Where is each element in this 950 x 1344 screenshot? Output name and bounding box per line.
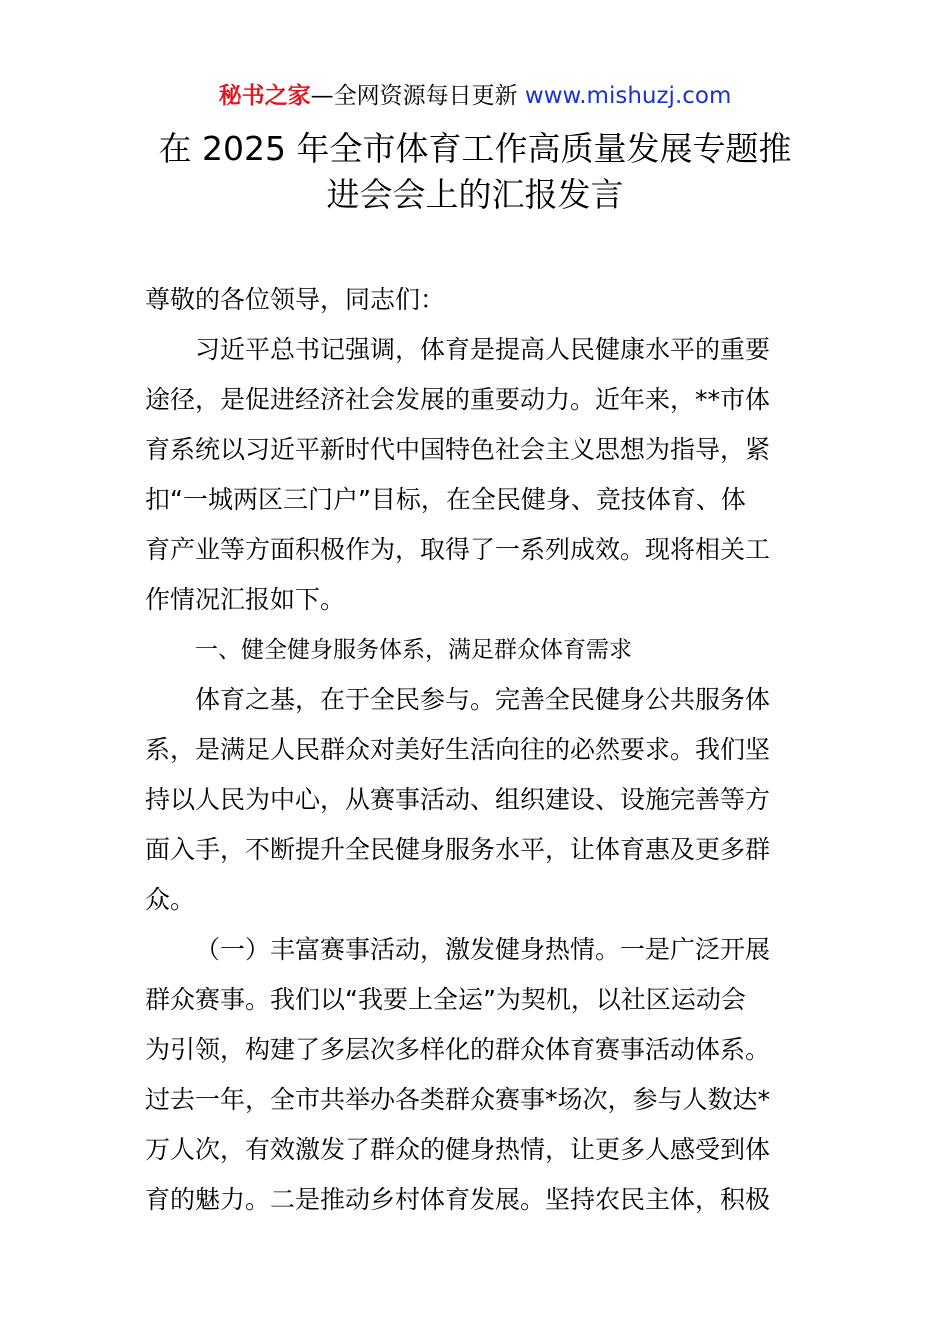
paragraph-line: 途径，是促进经济社会发展的重要动力。近年来，**市体 bbox=[145, 385, 771, 414]
paragraph-line: 过去一年，全市共举办各类群众赛事*场次，参与人数达* bbox=[145, 1085, 771, 1114]
paragraph-line: （一）丰富赛事活动，激发健身热情。一是广泛开展 bbox=[195, 935, 771, 964]
paragraph-line: 育的魅力。二是推动乡村体育发展。坚持农民主体，积极 bbox=[145, 1185, 771, 1214]
document-title bbox=[120, 126, 830, 218]
title-line-1: 在 2025 年全市体育工作高质量发展专题推 bbox=[158, 129, 792, 168]
paragraph-line: 扣“一城两区三门户”目标，在全民健身、竞技体育、体 bbox=[145, 485, 746, 514]
paragraph-line: 持以人民为中心，从赛事活动、组织建设、设施完善等方 bbox=[145, 785, 771, 814]
header-url[interactable]: www.mishuzj.com bbox=[524, 83, 732, 109]
paragraph-line: 育产业等方面积极作为，取得了一系列成效。现将相关工 bbox=[145, 535, 771, 564]
paragraph-line: 作情况汇报如下。 bbox=[145, 585, 346, 614]
brand-name: 秘书之家 bbox=[218, 83, 311, 109]
paragraph-line: 众。 bbox=[145, 885, 196, 914]
header-tagline: —全网资源每日更新 bbox=[310, 83, 525, 109]
paragraph-line: 面入手，不断提升全民健身服务水平，让体育惠及更多群 bbox=[145, 835, 771, 864]
paragraph-line: 系，是满足人民群众对美好生活向往的必然要求。我们坚 bbox=[145, 735, 771, 764]
paragraph-line: 为引领，构建了多层次多样化的群众体育赛事活动体系。 bbox=[145, 1035, 771, 1064]
paragraph-line: 万人次，有效激发了群众的健身热情，让更多人感受到体 bbox=[145, 1135, 771, 1164]
salutation: 尊敬的各位领导，同志们： bbox=[145, 285, 446, 314]
paragraph-line: 体育之基，在于全民参与。完善全民健身公共服务体 bbox=[195, 685, 771, 714]
section-heading: 一、健全健身服务体系，满足群众体育需求 bbox=[195, 637, 632, 663]
paragraph-line: 育系统以习近平新时代中国特色社会主义思想为指导，紧 bbox=[145, 435, 771, 464]
paragraph-line: 群众赛事。我们以“我要上全运”为契机，以社区运动会 bbox=[145, 985, 746, 1014]
title-line-2: 进会会上的汇报发言 bbox=[326, 175, 624, 214]
site-header bbox=[0, 80, 950, 112]
document-body bbox=[145, 275, 807, 1225]
paragraph-line: 习近平总书记强调，体育是提高人民健康水平的重要 bbox=[195, 335, 771, 364]
